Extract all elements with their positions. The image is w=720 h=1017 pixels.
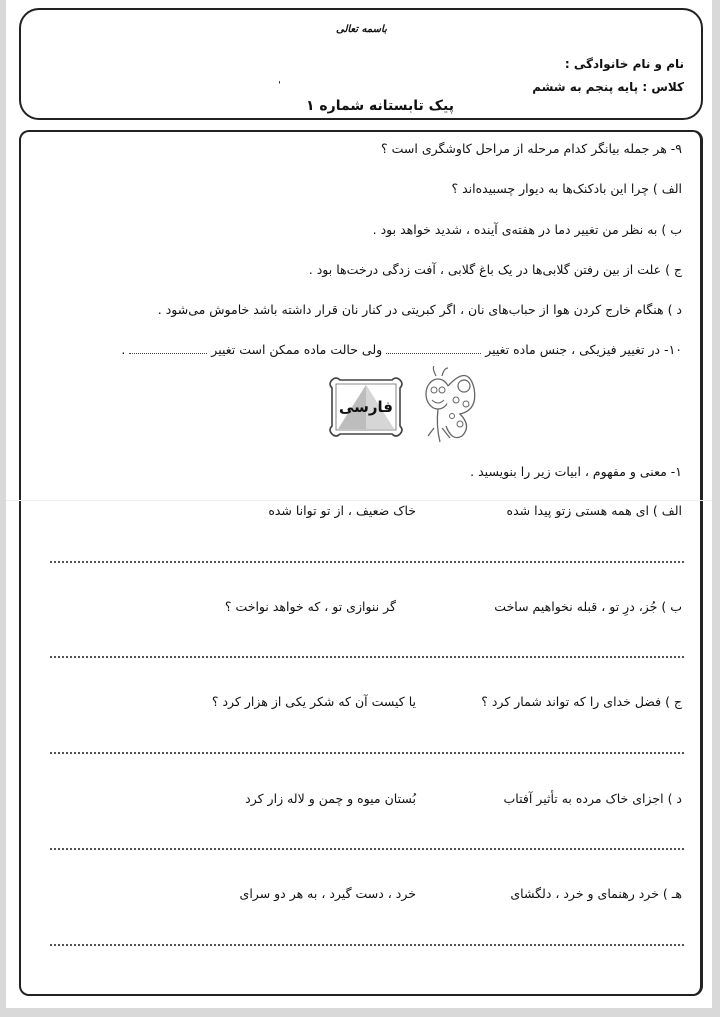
verse-c-second: یا کیست آن که شکر یکی از هزار کرد ؟ (211, 694, 416, 709)
answer-line-e[interactable] (50, 944, 684, 946)
blank-1[interactable] (386, 353, 481, 354)
farsi-subject-badge (326, 376, 406, 438)
question-9-item-c: ج ) علت از بین رفتن گلابی‌ها در یک باغ گلابی ، آفت زدگی درخت‌ها بود . (308, 262, 682, 277)
verse-e-second: خرد ، دست گیرد ، به هر دو سرای (239, 886, 416, 901)
farsi-question-1-prompt: ۱- معنی و مفهوم ، ابیات زیر را بنویسید . (470, 464, 682, 479)
verse-b-first: ب ) جُز، درِ تو ، قبله نخواهیم ساخت (494, 599, 682, 614)
content-box (19, 130, 703, 996)
verse-d-first: د ) اجزای خاک مرده به تأثیر آفتاب (503, 791, 682, 806)
answer-line-c[interactable] (50, 752, 684, 754)
blank-2[interactable] (129, 353, 207, 354)
answer-line-d[interactable] (50, 848, 684, 850)
question-10-part2: ولی حالت ماده ممکن است تغییر (211, 342, 383, 357)
question-9-item-a: الف ) چرا این بادکنک‌ها به دیوار چسبیده‌اند ؟ (451, 181, 682, 196)
class-field: کلاس : پایه پنجم به ششم (532, 80, 684, 94)
question-10-part1: ۱۰- در تغییر فیزیکی ، جنس ماده تغییر (485, 342, 682, 357)
scan-seam (6, 500, 712, 501)
answer-line-a[interactable] (50, 561, 684, 563)
answer-line-b[interactable] (50, 656, 684, 658)
verse-a-second: خاک ضعیف ، از تو توانا شده (268, 503, 416, 518)
question-9-item-b: ب ) به نظر من تغییر دما در هفته‌ی آینده ، شدید خواهد بود . (372, 222, 682, 237)
verse-a-first: الف ) ای همه هستی زتو پیدا شده (506, 503, 682, 518)
worksheet-page (6, 0, 712, 1008)
verse-c-first: ج ) فضل خدای را که تواند شمار کرد ؟ (481, 694, 682, 709)
verse-d-second: بُستان میوه و چمن و لاله زار کرد (245, 791, 416, 806)
question-9-prompt: ۹- هر جمله بیانگر کدام مرحله از مراحل کاوشگری است ؟ (381, 141, 682, 156)
question-9-item-d: د ) هنگام خارج کردن هوا از حباب‌های نان ، اگر کبریتی در کنار نان قرار داشته باشد خاموش می‌شود . (157, 302, 682, 317)
question-10-end: . (121, 342, 126, 357)
page-title: پیک تابستانه شماره ۱ (306, 98, 454, 114)
student-name-field: نام و نام خانوادگی : (564, 57, 684, 71)
stray-mark: ' (278, 80, 281, 91)
butterfly-icon (416, 366, 478, 450)
question-10 (121, 342, 682, 357)
bismillah-text: باسمه تعالی (336, 24, 387, 35)
badge-label: فارسی (338, 398, 394, 416)
verse-b-second: گر ننوازی تو ، که خواهد نواخت ؟ (224, 599, 396, 614)
verse-e-first: هـ ) خرد رهنمای و خرد ، دلگشای (510, 886, 682, 901)
